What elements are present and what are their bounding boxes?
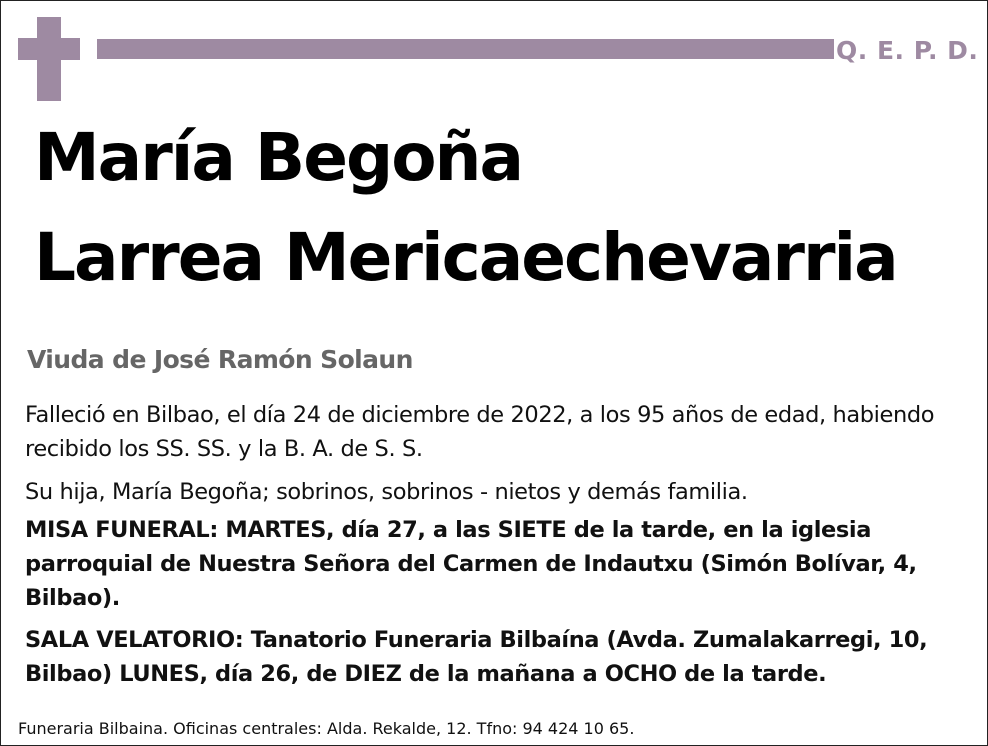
widow-of-subtitle: Viuda de José Ramón Solaun — [27, 345, 413, 374]
header-divider-bar — [97, 39, 834, 59]
family-paragraph: Su hija, María Begoña; sobrinos, sobrinos - nietos y demás familia. — [25, 479, 748, 505]
deceased-name-surnames: Larrea Mericaechevarria — [34, 219, 897, 296]
qepd-label: Q. E. P. D. — [836, 36, 979, 65]
deceased-name-first: María Begoña — [34, 119, 523, 196]
cross-horizontal-bar — [18, 38, 80, 60]
funeral-home-footer: Funeraria Bilbaina. Oficinas centrales: Alda. Rekalde, 12. Tfno: 94 424 10 65. — [18, 719, 635, 738]
wake-room-paragraph: SALA VELATORIO: Tanatorio Funeraria Bilbaína (Avda. Zumalakarregi, 10, Bilbao) LUNES, día 26, de DIEZ de la mañana a OCHO de la tarde. — [25, 627, 928, 687]
funeral-mass-paragraph: MISA FUNERAL: MARTES, día 27, a las SIETE de la tarde, en la iglesia parroquial de Nuestra Señora del Carmen de Indautxu (Simón Bolívar, 4, Bilbao). — [25, 517, 917, 611]
death-notice-paragraph: Falleció en Bilbao, el día 24 de diciembre de 2022, a los 95 años de edad, habiendo recibido los SS. SS. y la B. A. de S. S. — [25, 402, 935, 462]
